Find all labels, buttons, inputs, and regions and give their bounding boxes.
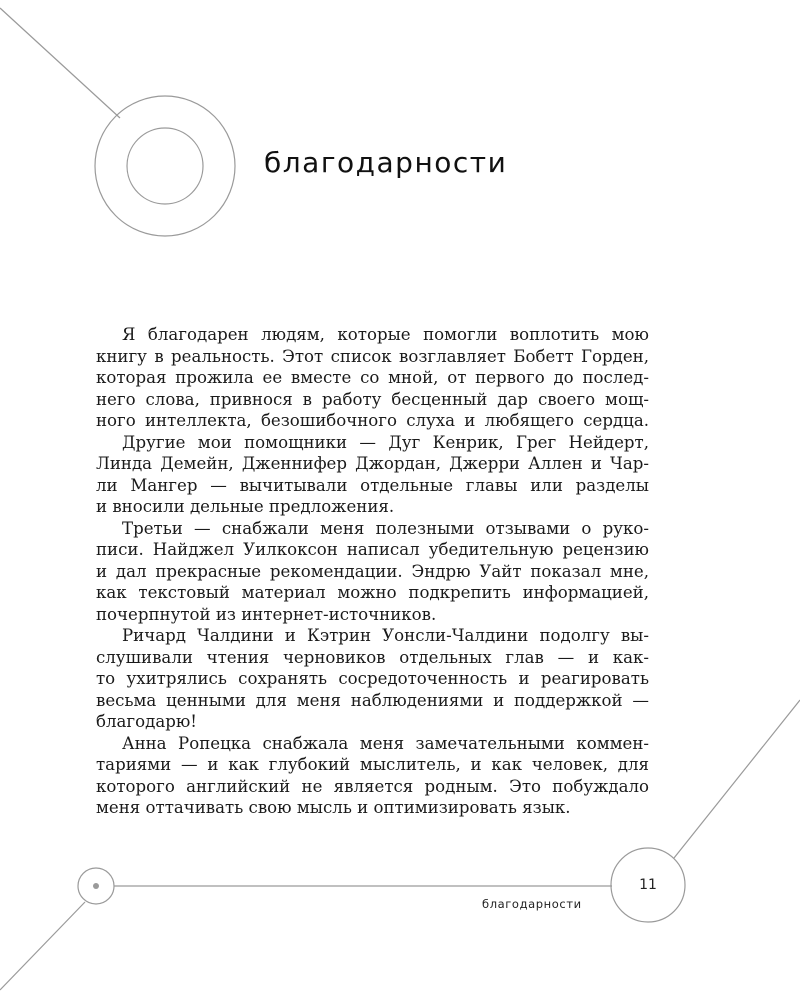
paragraph — [96, 733, 649, 819]
top-diagonal-line — [0, 8, 120, 118]
text-line: слушивали чтения черновиков отдельных глав — и как- — [96, 647, 649, 667]
text-line: которого английский не является родным. Это побуждало — [96, 776, 649, 796]
body-text — [96, 324, 649, 819]
text-line: Ричард Чалдини и Кэтрин Уонсли-Чалдини подолгу вы- — [122, 626, 649, 645]
paragraph — [96, 432, 649, 518]
text-line: него слова, привнося в работу бесценный дар своего мощ- — [96, 389, 649, 409]
text-line: Третьи — снабжали меня полезными отзывами о руко- — [122, 518, 649, 538]
text-line: Я благодарен людям, которые помогли воплотить мою — [122, 325, 649, 344]
text-line: Анна Ропецка снабжала меня замечательными коммен- — [122, 733, 649, 753]
text-line: и дал прекрасные рекомендации. Эндрю Уайт показал мне, — [96, 561, 649, 581]
paragraph — [96, 625, 649, 733]
text-line: писи. Найджел Уилкоксон написал убедительную рецензию — [96, 540, 649, 559]
text-line: благодарю! — [96, 712, 197, 731]
text-line: тариями — и как глубокий мыслитель, и как человек, для — [96, 755, 649, 774]
text-line: и вносили дельные предложения. — [96, 497, 395, 516]
text-line: которая прожила ее вместе со мной, от первого до послед- — [96, 368, 649, 387]
text-line: Линда Демейн, Дженнифер Джордан, Джерри Аллен и Чар- — [96, 454, 649, 473]
right-diagonal-line — [674, 700, 800, 858]
text-line: как текстовый материал можно подкрепить информацией, — [96, 583, 649, 602]
paragraph — [96, 518, 649, 626]
footer-dot — [93, 883, 99, 889]
running-head: благодарности — [482, 897, 582, 911]
text-line: почерпнутой из интернет-источников. — [96, 604, 437, 624]
text-line: весьма ценными для меня наблюдениями и поддержкой — — [96, 690, 649, 710]
title-outer-circle — [95, 96, 235, 236]
page-number: 11 — [639, 877, 657, 893]
title-inner-circle — [127, 128, 203, 204]
text-line: ли Мангер — вычитывали отдельные главы или разделы — [96, 475, 649, 495]
text-line: Другие мои помощники — Дуг Кенрик, Грег Нейдерт, — [122, 432, 649, 452]
page-title: благодарности — [264, 146, 508, 179]
text-line: книгу в реальность. Этот список возглавляет Бобетт Горден, — [96, 346, 649, 366]
text-line: ного интеллекта, безошибочного слуха и любящего сердца. — [96, 411, 649, 430]
text-line: меня оттачивать свою мысль и оптимизировать язык. — [96, 798, 571, 817]
text-line: то ухитрялись сохранять сосредоточенность и реагировать — [96, 669, 649, 688]
paragraph — [96, 324, 649, 432]
bottom-left-diagonal-line — [0, 902, 85, 990]
